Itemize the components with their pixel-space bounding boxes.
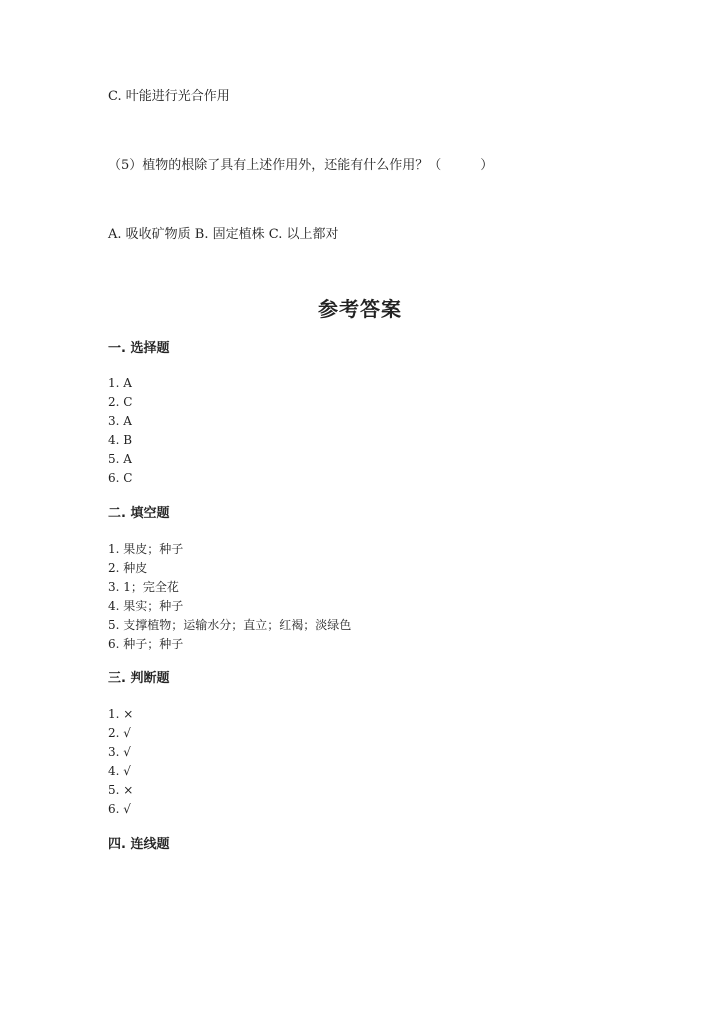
question-option-c: C. 叶能进行光合作用 [108, 89, 230, 104]
answer-item: 5. A [108, 452, 132, 466]
answer-item: 1. × [108, 707, 134, 721]
answer-item: 3. √ [108, 745, 131, 759]
answer-item: 2. 种皮 [108, 561, 148, 575]
answer-item: 4. B [108, 433, 133, 447]
answer-item: 6. 种子；种子 [108, 637, 184, 651]
answers-title: 参考答案 [318, 297, 402, 321]
answer-item: 3. 1；完全花 [108, 580, 179, 594]
answer-item: 6. √ [108, 802, 131, 816]
answer-item: 1. A [108, 376, 132, 390]
answer-item: 5. 支撑植物；运输水分；直立；红褐；淡绿色 [108, 618, 352, 632]
section-heading-true-false: 三. 判断题 [108, 671, 170, 686]
question-5: （5）植物的根除了具有上述作用外，还能有什么作用？（ ） [108, 158, 494, 173]
answer-item: 2. √ [108, 726, 131, 740]
answer-item: 4. 果实；种子 [108, 599, 184, 613]
section-heading-choice: 一. 选择题 [108, 341, 170, 356]
answer-item: 5. × [108, 783, 134, 797]
answer-item: 2. C [108, 395, 133, 409]
answer-item: 1. 果皮；种子 [108, 542, 184, 556]
answer-item: 6. C [108, 471, 133, 485]
answer-item: 4. √ [108, 764, 131, 778]
section-heading-fill-blank: 二. 填空题 [108, 506, 170, 521]
section-heading-matching: 四. 连线题 [108, 837, 170, 852]
answer-item: 3. A [108, 414, 132, 428]
question-5-options: A. 吸收矿物质 B. 固定植株 C. 以上都对 [108, 227, 339, 242]
